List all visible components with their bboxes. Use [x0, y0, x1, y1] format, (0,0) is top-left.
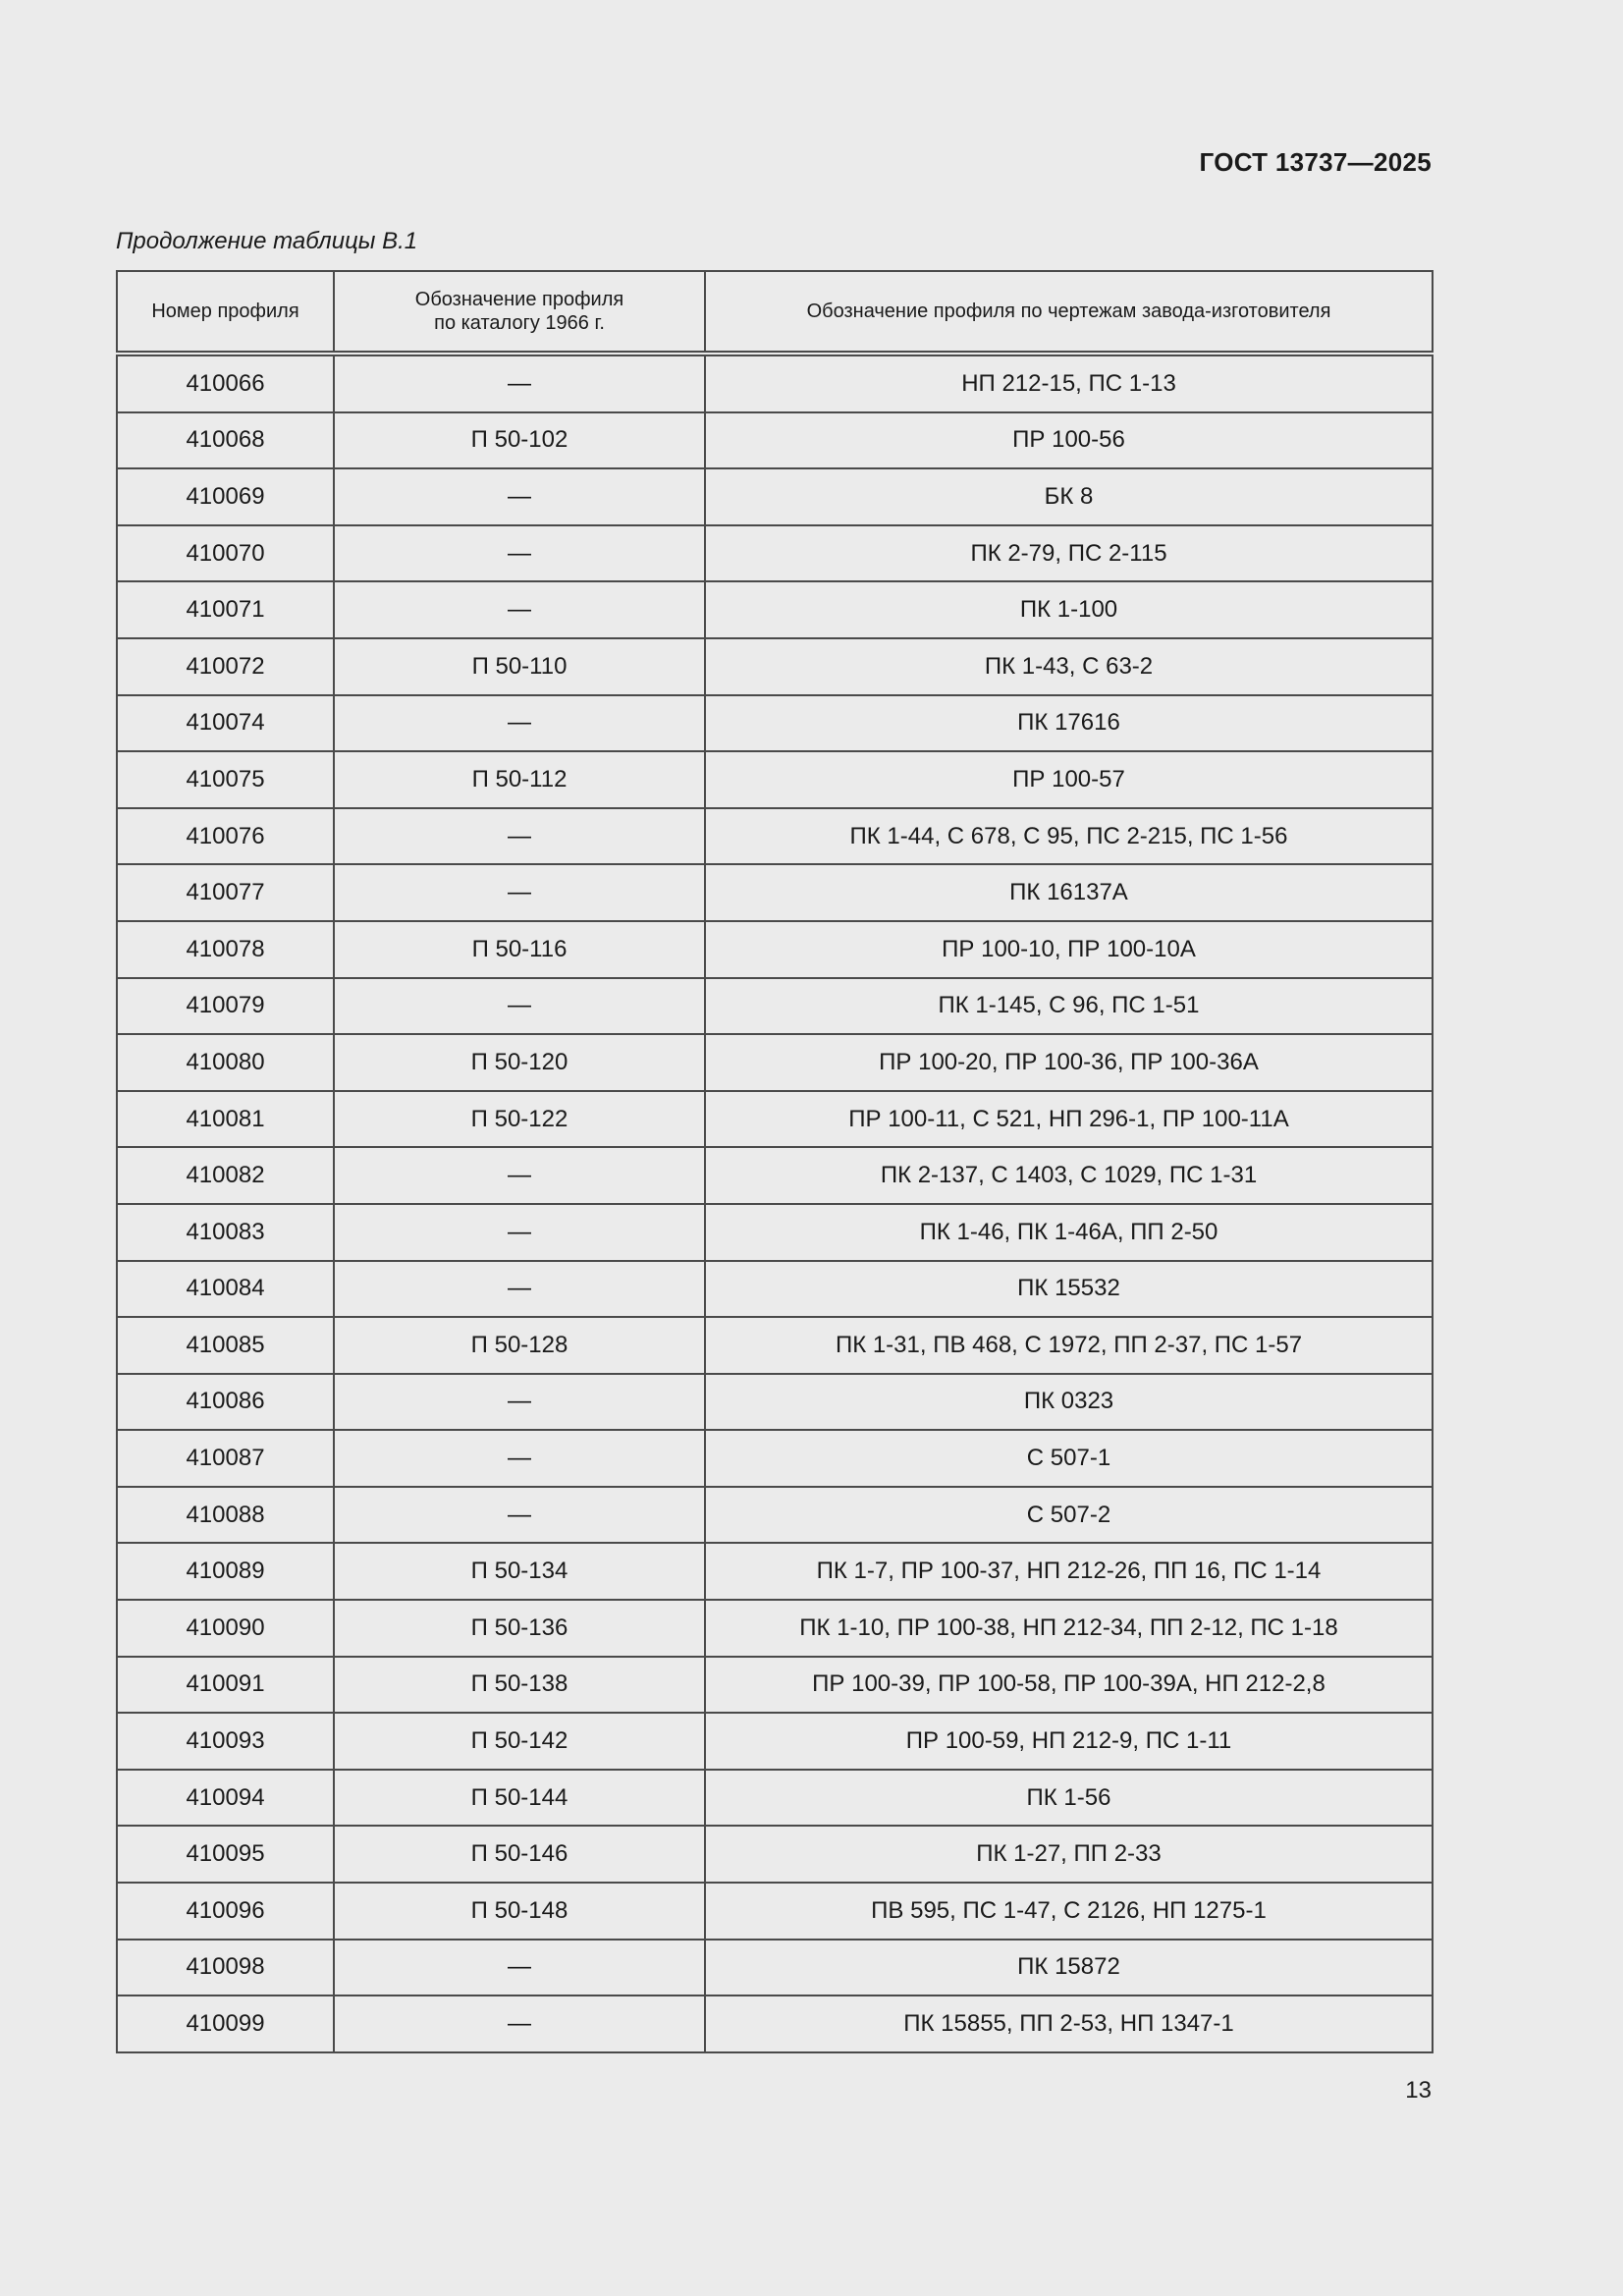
cell-catalog-1966: П 50-148: [334, 1883, 705, 1940]
cell-factory-designation: ПК 15532: [705, 1261, 1433, 1318]
cell-profile-number: 410071: [117, 581, 334, 638]
table-row: [117, 808, 1433, 865]
table-row: [117, 1034, 1433, 1091]
table-row: [117, 1487, 1433, 1544]
table-row: [117, 638, 1433, 695]
table-caption: Продолжение таблицы В.1: [116, 228, 418, 254]
cell-profile-number: 410081: [117, 1091, 334, 1148]
cell-profile-number: 410099: [117, 1995, 334, 2052]
page-number: 13: [1405, 2077, 1432, 2104]
cell-factory-designation: ПР 100-56: [705, 412, 1433, 469]
header-row: [117, 271, 1433, 354]
table-row: [117, 1147, 1433, 1204]
cell-profile-number: 410086: [117, 1374, 334, 1431]
table-row: [117, 695, 1433, 752]
cell-profile-number: 410095: [117, 1826, 334, 1883]
cell-profile-number: 410074: [117, 695, 334, 752]
cell-catalog-1966: —: [334, 1204, 705, 1261]
cell-factory-designation: ПК 2-79, ПС 2-115: [705, 525, 1433, 582]
table-header: [117, 271, 1433, 354]
profiles-table-container: [116, 270, 1432, 2053]
table-row: [117, 1770, 1433, 1827]
cell-catalog-1966: П 50-142: [334, 1713, 705, 1770]
table-row: [117, 751, 1433, 808]
table-row: [117, 1091, 1433, 1148]
cell-catalog-1966: —: [334, 525, 705, 582]
column-header-catalog-1966: Обозначение профиля по каталогу 1966 г.: [334, 271, 705, 354]
table-row: [117, 1995, 1433, 2052]
cell-catalog-1966: П 50-138: [334, 1657, 705, 1714]
cell-catalog-1966: П 50-122: [334, 1091, 705, 1148]
table-row: [117, 1543, 1433, 1600]
cell-profile-number: 410083: [117, 1204, 334, 1261]
table-row: [117, 1430, 1433, 1487]
table-row: [117, 1713, 1433, 1770]
cell-profile-number: 410087: [117, 1430, 334, 1487]
cell-catalog-1966: П 50-146: [334, 1826, 705, 1883]
cell-factory-designation: ПК 1-27, ПП 2-33: [705, 1826, 1433, 1883]
cell-catalog-1966: П 50-120: [334, 1034, 705, 1091]
cell-factory-designation: ПК 17616: [705, 695, 1433, 752]
cell-factory-designation: С 507-2: [705, 1487, 1433, 1544]
cell-factory-designation: ПК 1-31, ПВ 468, С 1972, ПП 2-37, ПС 1-57: [705, 1317, 1433, 1374]
table-row: [117, 921, 1433, 978]
cell-catalog-1966: П 50-112: [334, 751, 705, 808]
profiles-table: [116, 270, 1434, 2053]
cell-catalog-1966: П 50-110: [334, 638, 705, 695]
cell-catalog-1966: —: [334, 1995, 705, 2052]
cell-profile-number: 410079: [117, 978, 334, 1035]
cell-catalog-1966: П 50-128: [334, 1317, 705, 1374]
table-row: [117, 354, 1433, 412]
cell-catalog-1966: —: [334, 1430, 705, 1487]
cell-catalog-1966: —: [334, 695, 705, 752]
document-code: ГОСТ 13737—2025: [1199, 147, 1432, 177]
cell-catalog-1966: —: [334, 1374, 705, 1431]
table-body: [117, 354, 1433, 2052]
cell-profile-number: 410078: [117, 921, 334, 978]
column-header-factory-designation: Обозначение профиля по чертежам завода-изготовителя: [705, 271, 1433, 354]
cell-catalog-1966: —: [334, 808, 705, 865]
table-row: [117, 978, 1433, 1035]
cell-factory-designation: ПК 1-10, ПР 100-38, НП 212-34, ПП 2-12, ПС 1-18: [705, 1600, 1433, 1657]
cell-factory-designation: ПК 1-44, С 678, С 95, ПС 2-215, ПС 1-56: [705, 808, 1433, 865]
cell-factory-designation: ПР 100-57: [705, 751, 1433, 808]
cell-factory-designation: ПР 100-10, ПР 100-10А: [705, 921, 1433, 978]
cell-factory-designation: ПК 2-137, С 1403, С 1029, ПС 1-31: [705, 1147, 1433, 1204]
cell-profile-number: 410070: [117, 525, 334, 582]
cell-factory-designation: БК 8: [705, 468, 1433, 525]
cell-factory-designation: ПК 15855, ПП 2-53, НП 1347-1: [705, 1995, 1433, 2052]
cell-profile-number: 410072: [117, 638, 334, 695]
cell-factory-designation: ПВ 595, ПС 1-47, С 2126, НП 1275-1: [705, 1883, 1433, 1940]
cell-catalog-1966: П 50-136: [334, 1600, 705, 1657]
cell-profile-number: 410089: [117, 1543, 334, 1600]
table-row: [117, 1883, 1433, 1940]
cell-catalog-1966: —: [334, 468, 705, 525]
cell-catalog-1966: П 50-144: [334, 1770, 705, 1827]
table-row: [117, 412, 1433, 469]
cell-profile-number: 410091: [117, 1657, 334, 1714]
cell-profile-number: 410080: [117, 1034, 334, 1091]
cell-factory-designation: ПР 100-59, НП 212-9, ПС 1-11: [705, 1713, 1433, 1770]
cell-profile-number: 410085: [117, 1317, 334, 1374]
cell-catalog-1966: П 50-102: [334, 412, 705, 469]
cell-catalog-1966: —: [334, 1147, 705, 1204]
cell-profile-number: 410069: [117, 468, 334, 525]
cell-profile-number: 410090: [117, 1600, 334, 1657]
cell-factory-designation: ПК 1-43, С 63-2: [705, 638, 1433, 695]
cell-catalog-1966: —: [334, 978, 705, 1035]
table-row: [117, 1374, 1433, 1431]
table-row: [117, 1826, 1433, 1883]
table-row: [117, 1317, 1433, 1374]
table-row: [117, 581, 1433, 638]
cell-profile-number: 410077: [117, 864, 334, 921]
table-row: [117, 525, 1433, 582]
column-header-profile-number: Номер профиля: [117, 271, 334, 354]
cell-factory-designation: ПК 1-56: [705, 1770, 1433, 1827]
cell-catalog-1966: П 50-134: [334, 1543, 705, 1600]
cell-profile-number: 410093: [117, 1713, 334, 1770]
cell-factory-designation: ПК 1-145, С 96, ПС 1-51: [705, 978, 1433, 1035]
cell-factory-designation: ПР 100-39, ПР 100-58, ПР 100-39А, НП 212-2,8: [705, 1657, 1433, 1714]
cell-factory-designation: ПК 1-7, ПР 100-37, НП 212-26, ПП 16, ПС 1-14: [705, 1543, 1433, 1600]
table-row: [117, 1940, 1433, 1996]
cell-factory-designation: ПК 1-46, ПК 1-46А, ПП 2-50: [705, 1204, 1433, 1261]
cell-factory-designation: ПК 15872: [705, 1940, 1433, 1996]
cell-factory-designation: ПР 100-11, С 521, НП 296-1, ПР 100-11А: [705, 1091, 1433, 1148]
cell-catalog-1966: —: [334, 1487, 705, 1544]
cell-profile-number: 410098: [117, 1940, 334, 1996]
cell-factory-designation: ПК 0323: [705, 1374, 1433, 1431]
table-row: [117, 468, 1433, 525]
cell-catalog-1966: —: [334, 864, 705, 921]
cell-factory-designation: ПК 1-100: [705, 581, 1433, 638]
cell-factory-designation: ПК 16137А: [705, 864, 1433, 921]
table-row: [117, 1657, 1433, 1714]
cell-profile-number: 410084: [117, 1261, 334, 1318]
cell-factory-designation: С 507-1: [705, 1430, 1433, 1487]
table-row: [117, 1261, 1433, 1318]
cell-catalog-1966: —: [334, 1940, 705, 1996]
cell-profile-number: 410094: [117, 1770, 334, 1827]
cell-catalog-1966: П 50-116: [334, 921, 705, 978]
cell-catalog-1966: —: [334, 1261, 705, 1318]
table-row: [117, 864, 1433, 921]
table-row: [117, 1204, 1433, 1261]
cell-profile-number: 410066: [117, 354, 334, 412]
cell-profile-number: 410075: [117, 751, 334, 808]
cell-catalog-1966: —: [334, 581, 705, 638]
cell-profile-number: 410082: [117, 1147, 334, 1204]
table-row: [117, 1600, 1433, 1657]
cell-profile-number: 410068: [117, 412, 334, 469]
cell-factory-designation: НП 212-15, ПС 1-13: [705, 354, 1433, 412]
cell-profile-number: 410076: [117, 808, 334, 865]
cell-catalog-1966: —: [334, 354, 705, 412]
cell-profile-number: 410096: [117, 1883, 334, 1940]
cell-profile-number: 410088: [117, 1487, 334, 1544]
cell-factory-designation: ПР 100-20, ПР 100-36, ПР 100-36А: [705, 1034, 1433, 1091]
